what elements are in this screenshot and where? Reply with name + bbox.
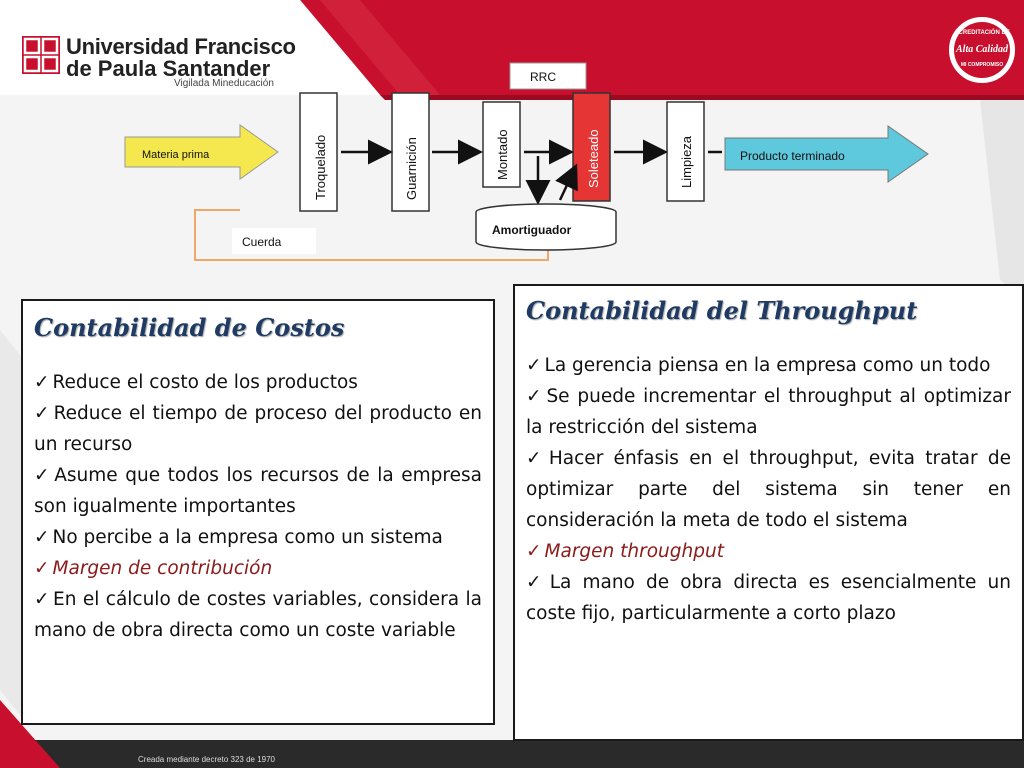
list-item: ✓ La gerencia piensa en la empresa como un todo <box>526 350 1011 381</box>
buffer-label: Amortiguador <box>492 223 572 237</box>
list-item-highlight: ✓ Margen de contribución <box>34 553 482 584</box>
seal-bottom-text: MI COMPROMISO <box>960 62 1004 68</box>
logo-subtitle: Vigilada Mineducación <box>174 78 274 89</box>
station-limpieza-label: Limpieza <box>679 135 694 188</box>
input-label: Materia prima <box>142 149 210 161</box>
station-troquelado-label: Troquelado <box>313 134 328 200</box>
right-box-list <box>526 350 1011 629</box>
seal-top-text: ACREDITACIÓN DE <box>954 30 1010 36</box>
rrc-label: RRC <box>530 70 556 84</box>
accreditation-seal <box>946 14 1018 86</box>
list-item-highlight: ✓ Margen throughput <box>526 536 1011 567</box>
logo-title-line2: de Paula Santander <box>66 56 271 81</box>
left-box-title: Contabilidad de Costos <box>34 313 345 342</box>
left-box-list <box>34 367 482 646</box>
rope-label: Cuerda <box>242 235 282 249</box>
list-item: ✓ No percibe a la empresa como un sistema <box>34 522 482 553</box>
station-guarnicion-label: Guarnición <box>404 137 419 200</box>
list-item: ✓ En el cálculo de costes variables, considera la mano de obra directa como un coste variable <box>34 584 482 646</box>
right-comparison-box <box>513 284 1024 741</box>
station-soleteado-label: Soleteado <box>586 129 601 188</box>
list-item: ✓ Se puede incrementar el throughput al optimizar la restricción del sistema <box>526 381 1011 443</box>
left-comparison-box <box>21 299 495 725</box>
ufps-logo-mark-icon <box>22 36 60 74</box>
station-montado-label: Montado <box>495 129 510 180</box>
list-item: ✓ Reduce el tiempo de proceso del producto en un recurso <box>34 398 482 460</box>
output-label: Producto terminado <box>740 149 845 163</box>
seal-main-text: Alta Calidad <box>956 44 1008 55</box>
list-item: ✓ Hacer énfasis en el throughput, evita tratar de optimizar parte del sistema sin tener en consideración la meta de todo el sistema <box>526 443 1011 536</box>
list-item: ✓ La mano de obra directa es esencialmente un coste fijo, particularmente a corto plazo <box>526 567 1011 629</box>
dbr-process-diagram <box>120 60 940 270</box>
footer-text: Creada mediante decreto 323 de 1970 <box>138 755 275 764</box>
logo-title-line1: Universidad Francisco <box>66 34 296 59</box>
right-box-title: Contabilidad del Throughput <box>526 296 918 325</box>
list-item: ✓ Reduce el costo de los productos <box>34 367 482 398</box>
list-item: ✓ Asume que todos los recursos de la empresa son igualmente importantes <box>34 460 482 522</box>
